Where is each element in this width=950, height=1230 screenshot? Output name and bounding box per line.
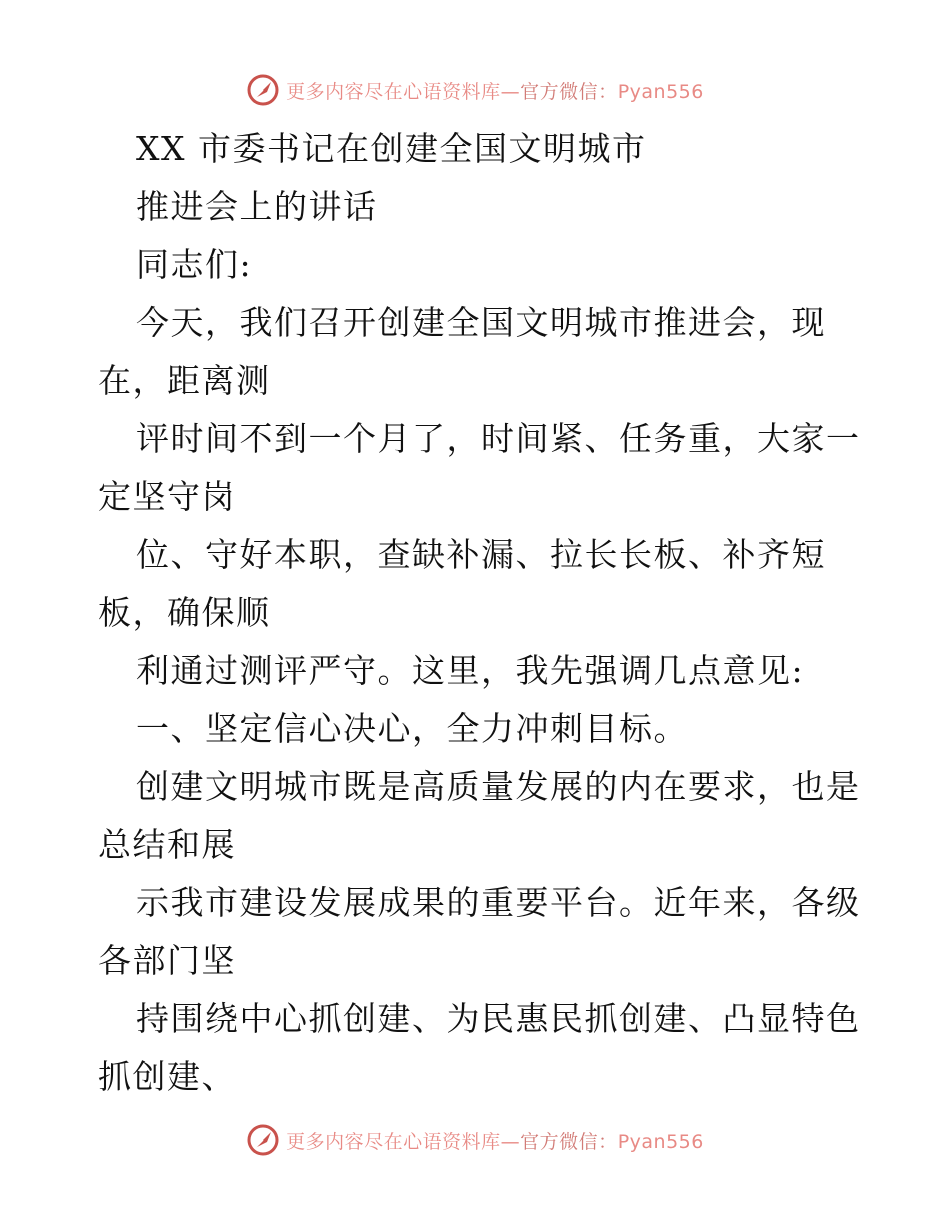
watermark-text: 更多内容尽在心语资料库—官方微信：Pyan556 bbox=[286, 80, 704, 103]
document-line: 评时间不到一个月了，时间紧、任务重，大家一 bbox=[136, 419, 861, 458]
document-line: XX 市委书记在创建全国文明城市 bbox=[136, 129, 647, 168]
document-line: 利通过测评严守。这里，我先强调几点意见: bbox=[136, 651, 805, 690]
document-line: 一、坚定信心决心，全力冲刺目标。 bbox=[136, 709, 688, 748]
document-line: 各部门坚 bbox=[98, 941, 236, 980]
quill-logo-icon bbox=[246, 1123, 280, 1157]
document-body bbox=[98, 120, 861, 1106]
document-line: 总结和展 bbox=[98, 825, 236, 864]
document-line: 同志们: bbox=[136, 245, 253, 284]
document-line: 示我市建设发展成果的重要平台。近年来，各级 bbox=[136, 883, 861, 922]
document-line: 创建文明城市既是高质量发展的内在要求，也是 bbox=[136, 767, 861, 806]
document-line: 在，距离测 bbox=[98, 361, 271, 400]
watermark-banner-bottom bbox=[0, 1118, 950, 1162]
document-line: 今天，我们召开创建全国文明城市推进会，现 bbox=[136, 303, 826, 342]
document-line: 持围绕中心抓创建、为民惠民抓创建、凸显特色 bbox=[136, 999, 861, 1038]
document-line: 推进会上的讲话 bbox=[136, 187, 378, 226]
document-line: 板，确保顺 bbox=[98, 593, 271, 632]
watermark-text: 更多内容尽在心语资料库—官方微信：Pyan556 bbox=[286, 1130, 704, 1153]
quill-logo-icon bbox=[246, 73, 280, 107]
watermark-banner-top bbox=[0, 68, 950, 112]
document-line: 位、守好本职，查缺补漏、拉长长板、补齐短 bbox=[136, 535, 826, 574]
document-line: 定坚守岗 bbox=[98, 477, 236, 516]
document-line: 抓创建、 bbox=[98, 1057, 236, 1096]
